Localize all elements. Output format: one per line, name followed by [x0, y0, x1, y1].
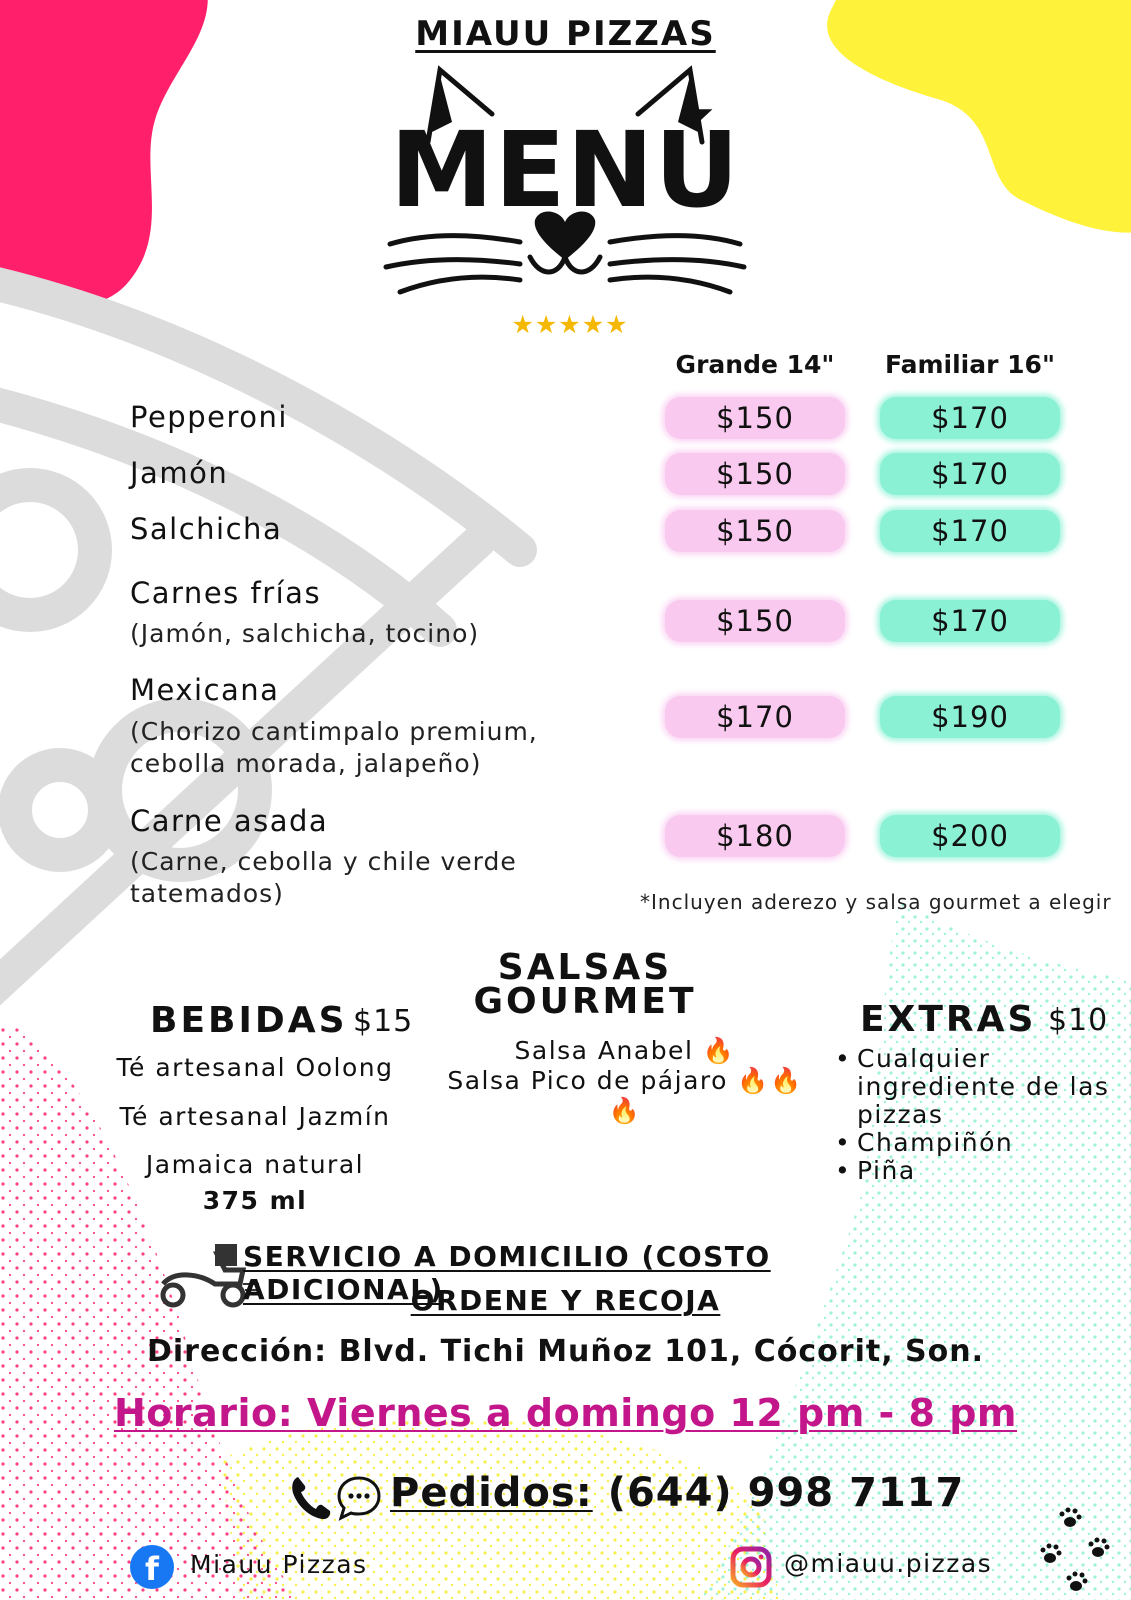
extra-item: • Piña — [835, 1157, 1125, 1185]
drink-item: Jamaica natural — [145, 1150, 365, 1179]
salsas-title: SALSAS — [497, 947, 673, 988]
price-large: $180 — [665, 815, 845, 857]
brand-name: MIAUU PIZZAS — [415, 14, 716, 54]
drinks-title: BEBIDAS — [150, 1000, 348, 1041]
pizza-name: Salchicha — [130, 512, 283, 546]
orders-line — [390, 1470, 964, 1516]
column-header-large: Grande 14" — [675, 350, 835, 379]
salsas-title-2: GOURMET — [473, 981, 697, 1022]
phone-icon — [290, 1475, 332, 1521]
salsa-item: Salsa Anabel — [514, 1036, 694, 1065]
chat-bubble-icon — [336, 1475, 382, 1521]
extra-item: • Cualquier ingrediente de las pizzas — [835, 1045, 1125, 1129]
pickup-label: ORDENE Y RECOJA — [410, 1284, 721, 1317]
drinks-price: $15 — [353, 1004, 414, 1039]
salsa-item-row — [435, 1066, 815, 1126]
pizza-description: cebolla morada, jalapeño) — [130, 749, 482, 778]
facebook-page-name[interactable]: Miauu Pizzas — [190, 1550, 368, 1579]
pizza-name: Mexicana — [130, 673, 280, 707]
salsa-item: Salsa Pico de pájaro — [447, 1066, 728, 1095]
price-large: $150 — [665, 600, 845, 642]
pizza-name: Jamón — [130, 456, 229, 490]
facebook-icon[interactable]: f — [130, 1545, 174, 1589]
pizza-description: (Jamón, salchicha, tocino) — [130, 619, 480, 648]
orders-phone[interactable]: (644) 998 7117 — [607, 1470, 965, 1516]
drink-item: Té artesanal Jazmín — [119, 1102, 391, 1131]
address: Dirección: Blvd. Tichi Muñoz 101, Cócorit, Son. — [146, 1334, 985, 1369]
salsa-item-row — [435, 1036, 815, 1066]
price-large: $150 — [665, 510, 845, 552]
includes-note: *Incluyen aderezo y salsa gourmet a elegir — [640, 890, 1112, 914]
price-family: $190 — [880, 696, 1060, 738]
price-large: $150 — [665, 453, 845, 495]
orders-label: Pedidos: — [390, 1470, 593, 1516]
extras-title: EXTRAS — [860, 999, 1037, 1040]
extras-price: $10 — [1048, 1003, 1109, 1038]
pizza-description: tatemados) — [130, 879, 284, 908]
delivery-service: SERVICIO A DOMICILIO (COSTO ADICIONAL) — [243, 1240, 771, 1306]
price-large: $150 — [665, 397, 845, 439]
pizza-name: Carnes frías — [130, 576, 322, 610]
price-family: $200 — [880, 815, 1060, 857]
extra-item: • Champiñón — [835, 1129, 1125, 1157]
extras-list — [835, 1045, 1125, 1185]
price-family: $170 — [880, 397, 1060, 439]
price-family: $170 — [880, 510, 1060, 552]
column-header-family: Familiar 16" — [885, 350, 1055, 379]
drink-size: 375 ml — [202, 1186, 308, 1215]
instagram-icon[interactable] — [730, 1546, 772, 1588]
pizza-description: (Carne, cebolla y chile verde — [130, 847, 517, 876]
pizza-description: (Chorizo cantimpalo premium, — [130, 717, 538, 746]
pizza-name: Carne asada — [130, 804, 329, 838]
menu-title: MENÚ — [389, 109, 741, 231]
pizza-name: Pepperoni — [130, 400, 288, 434]
fire-icon: 🔥 — [702, 1036, 736, 1065]
paw-prints-icon — [1040, 1500, 1125, 1595]
price-large: $170 — [665, 696, 845, 738]
price-family: $170 — [880, 600, 1060, 642]
fire-icon: 🔥🔥🔥 — [608, 1066, 803, 1125]
rating-stars: ★★★★★ — [511, 310, 629, 339]
price-family: $170 — [880, 453, 1060, 495]
hours: Horario: Viernes a domingo 12 pm - 8 pm — [113, 1391, 1018, 1435]
instagram-handle[interactable]: @miauu.pizzas — [784, 1549, 993, 1578]
drink-item: Té artesanal Oolong — [116, 1053, 394, 1082]
